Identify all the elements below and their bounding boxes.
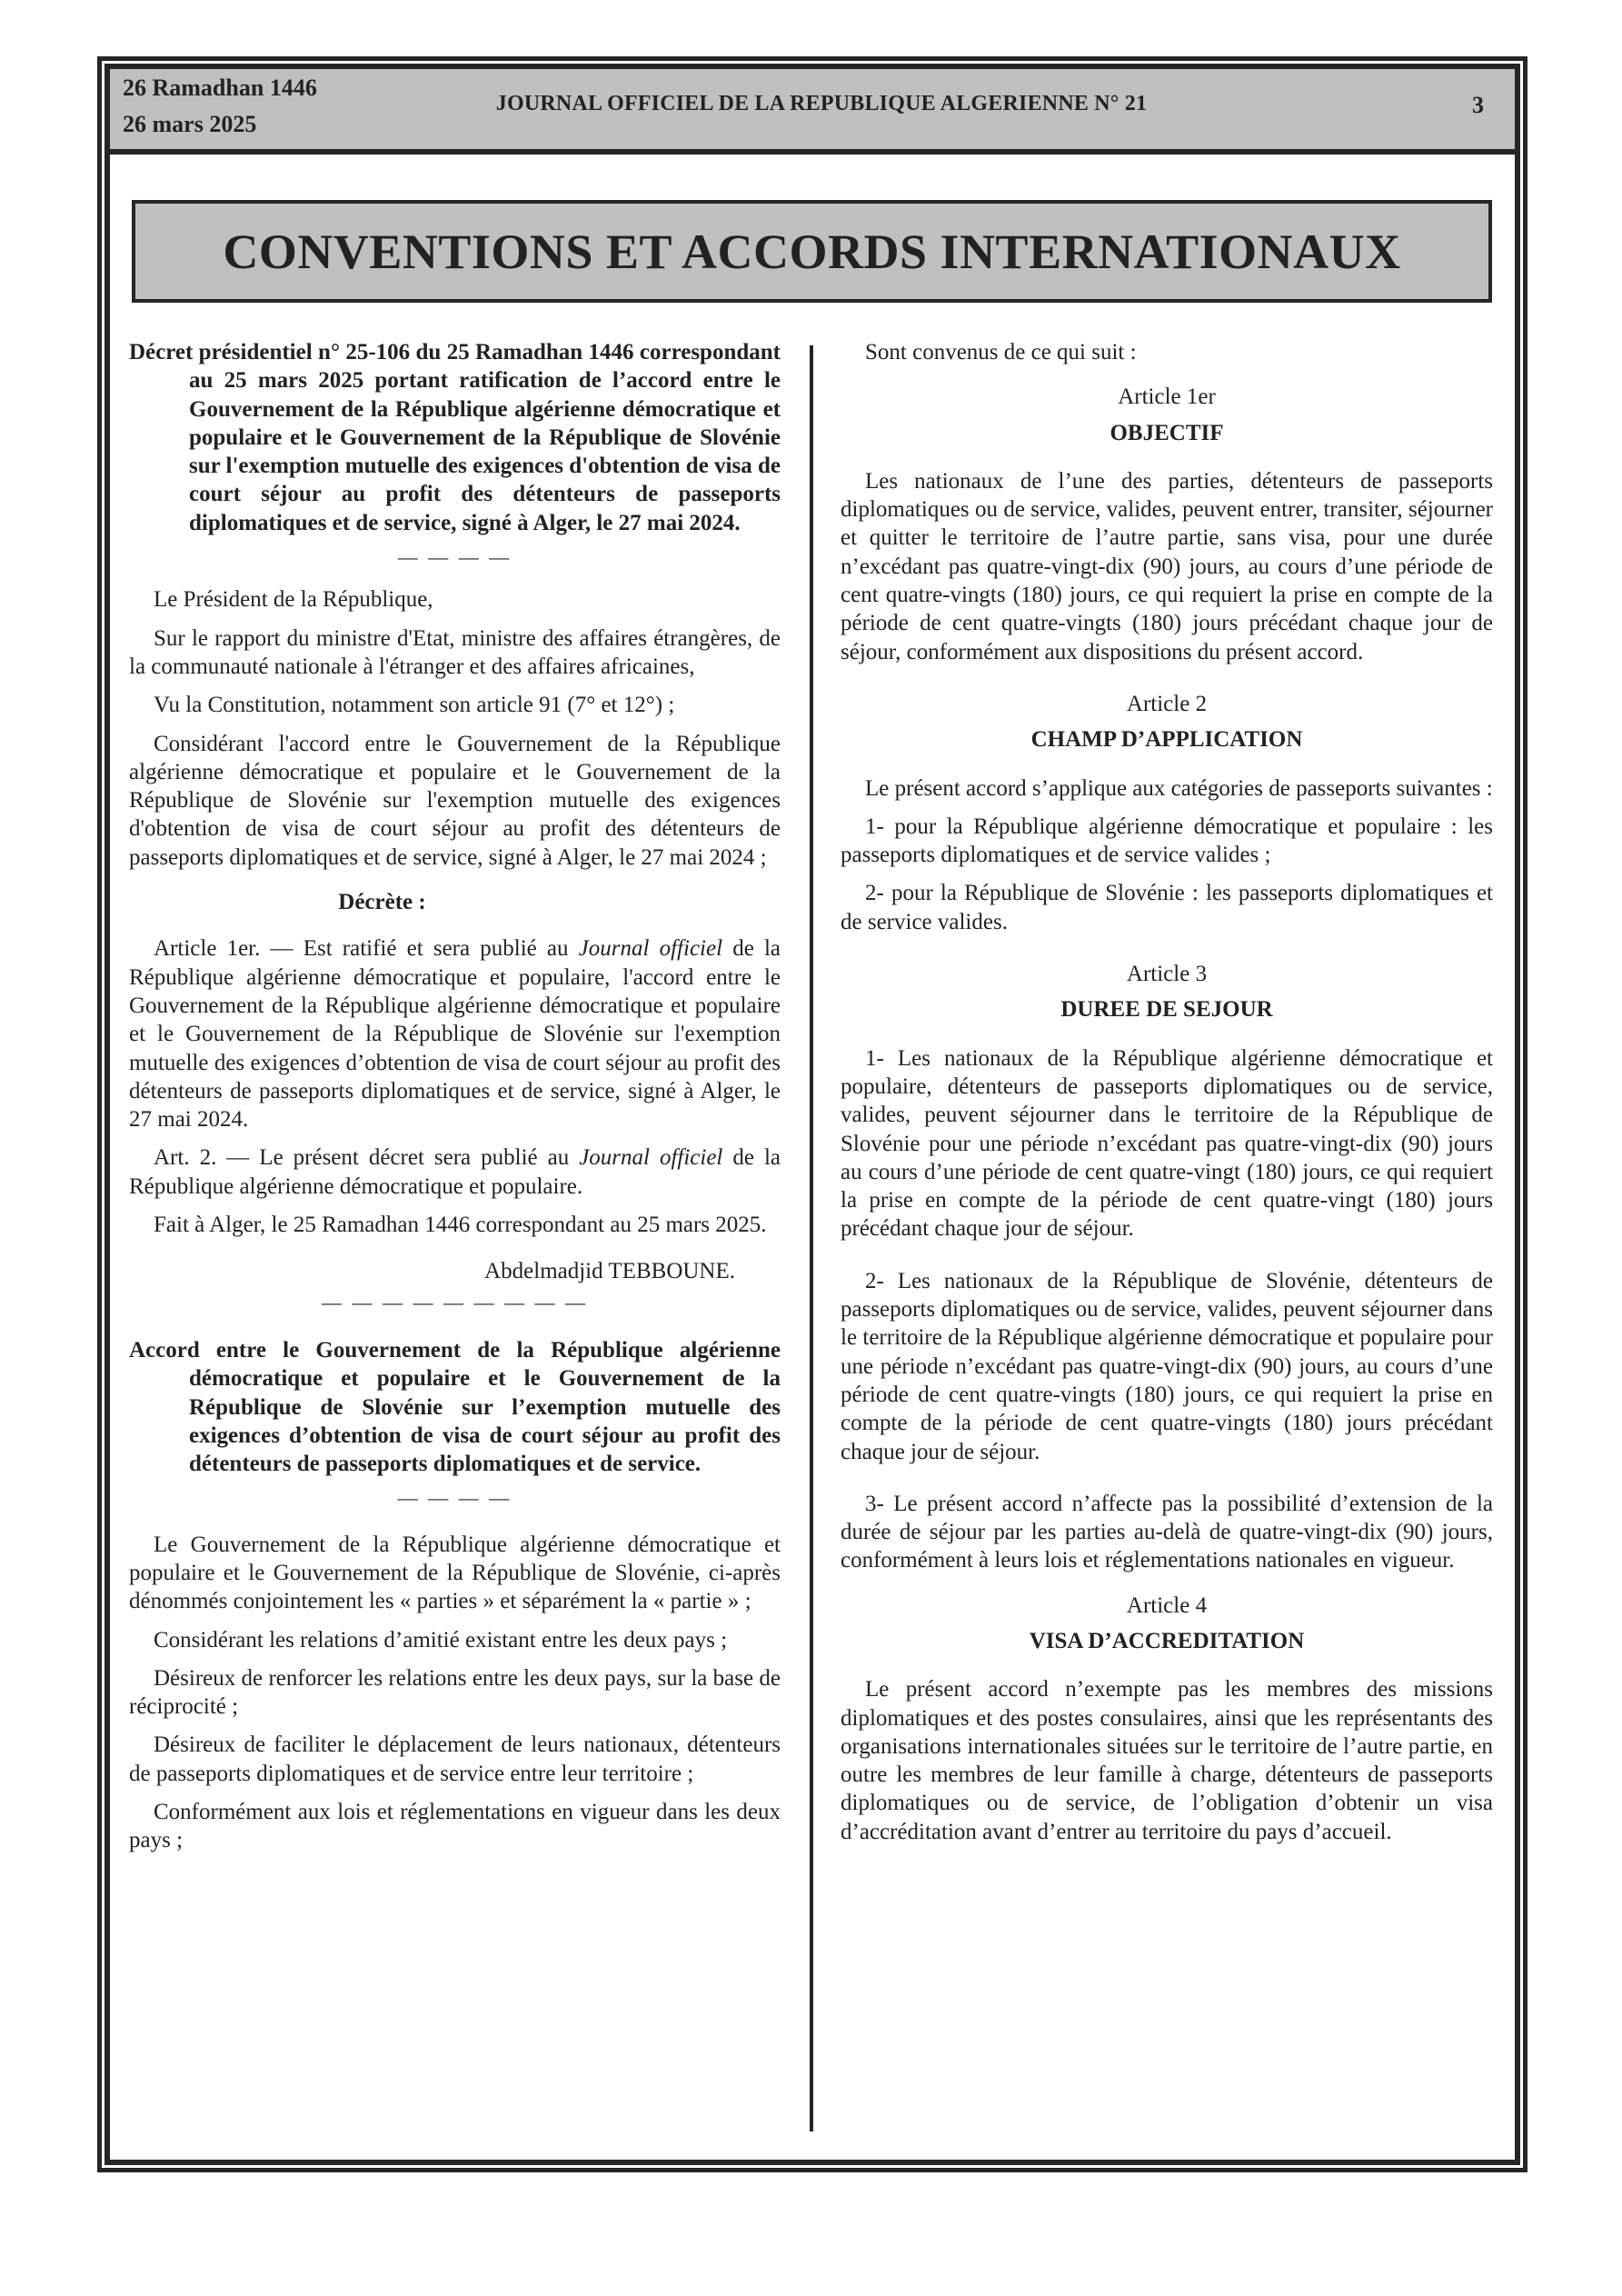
agreement-intro: Sont convenus de ce qui suit : <box>865 340 1137 364</box>
rapport-paragraph: Sur le rapport du ministre d'Etat, ministre des affaires étrangères, de la communauté nationale à l'étranger et des affaires africaines, <box>129 625 781 679</box>
section-title-box <box>132 200 1492 303</box>
considerant-paragraph: Considérant l'accord entre le Gouvernement de la République algérienne démocratique et populaire et le Gouvernement de la République de Slovénie sur l'exemption mutuelle des exigences d'obtention de visa de court séjour au profit des détenteurs de passeports diplomatiques et de service, signé à Alger, le 27 mai 2024 ; <box>129 731 781 870</box>
article-number: Article 3 <box>1126 962 1208 987</box>
article-paragraph: 2- Les nationaux de la République de Slovénie, détenteurs de passeports diplomatiques ou de service, valides, peuvent séjourner dans le territoire de la République algérienne démocratique et populaire pour une période n’excédant pas quatre-vingt-dix (90) jours, au cours d’une période de cent quatre-vingts (180) jours, ce qui requiert la prise en compte de la période de cent quatre-vingts (180) jours précédant chaque jour de séjour. <box>841 1268 1493 1464</box>
separator: — — — — <box>397 545 512 569</box>
article-paragraph: Le présent accord n’exempte pas les membres des missions diplomatiques et des postes consulaires, ainsi que les représentants des organisations internationales situées sur le territoire de l’autre partie, en outre les membres de leur famille à charge, détenteurs de passeports diplomatiques ou de service, de l’obligation d’obtenir un visa d’accréditation avant d’entrer au territoire du pays d’accueil. <box>841 1677 1493 1844</box>
fait-a-paragraph: Fait à Alger, le 25 Ramadhan 1446 correspondant au 25 mars 2025. <box>154 1213 767 1238</box>
decrete-heading: Décrète : <box>338 890 426 915</box>
article-paragraph: 1- Les nationaux de la République algérienne démocratique et populaire, détenteurs de passeports diplomatiques ou de service, valides, peuvent séjourner dans le territoire de la République de Slovénie pour une période n’excédant pas quatre-vingt-dix (90) jours au cours d’une période de cent quatre-vingt (180) jours, ce qui requiert la prise en compte de la période de cent quatre-vingt (180) jours précédant chaque jour de séjour. <box>841 1045 1493 1242</box>
journal-title: JOURNAL OFFICIEL DE LA REPUBLIQUE ALGERIENNE N° 21 <box>495 92 1148 115</box>
article-paragraph: 2- pour la République de Slovénie : les passeports diplomatiques et de service valides. <box>841 881 1493 934</box>
page-header <box>110 69 1515 155</box>
article-1-paragraph <box>129 934 781 1133</box>
page-number: 3 <box>1472 92 1484 118</box>
article-2-text-end: de la République algérienne démocratique et populaire. <box>129 1145 781 1199</box>
article-2-text: Art. 2. — Le présent décret sera publié au <box>154 1145 580 1171</box>
preamble-paragraph: Considérant les relations d’amitié existant entre les deux pays ; <box>154 1627 728 1652</box>
article-title: CHAMP D’APPLICATION <box>1030 727 1303 753</box>
article-number: Article 4 <box>1126 1592 1208 1618</box>
article-title: DUREE DE SEJOUR <box>1060 997 1273 1023</box>
separator: — — — — <box>397 1486 512 1510</box>
decree-title: Décret présidentiel n° 25-106 du 25 Ramadhan 1446 correspondant au 25 mars 2025 portant ratification de l’accord entre le Gouvernement de la République algérienne démocratique et populaire et le Gouvernement de la République de Slovénie sur l'exemption mutuelle des exigences d'obtention de visa de court séjour au profit des détenteurs de passeports diplomatiques et de service, signé à Alger, le 27 mai 2024. <box>129 340 781 535</box>
preamble-paragraph: Désireux de faciliter le déplacement de leurs nationaux, détenteurs de passeports diplomatiques et de service entre leur territoire ; <box>129 1732 781 1786</box>
article-paragraph: Les nationaux de l’une des parties, détenteurs de passeports diplomatiques ou de service, valides, peuvent entrer, transiter, séjourner et quitter le territoire de l’autre partie, sans visa, pour une durée n’excédant pas quatre-vingt-dix (90) jours, au cours d’une période de cent quatre-vingts (180) jours, ce qui requiert la prise en compte de la période de cent quatre-vingts (180) jours précédant chaque jour de séjour, conformément aux dispositions du présent accord. <box>841 468 1493 664</box>
journal-officiel-italic: Journal officiel <box>578 936 723 962</box>
article-paragraph: 1- pour la République algérienne démocratique et populaire : les passeports diplomatiques et de service valides ; <box>841 814 1493 868</box>
right-column <box>841 338 1493 1856</box>
article-title: VISA D’ACCREDITATION <box>1029 1628 1305 1653</box>
preamble-paragraph: Conformément aux lois et réglementations en vigueur dans les deux pays ; <box>129 1800 781 1853</box>
article-paragraph: 3- Le présent accord n’affecte pas la possibilité d’extension de la durée de séjour par les parties au-delà de quatre-vingt-dix (90) jours, conformément à leurs lois et réglementations nationales en vigueur. <box>841 1491 1493 1573</box>
article-1-text-end: de la République algérienne démocratique et populaire, l'accord entre le Gouvernement de la République algérienne démocratique et populaire et le Gouvernement de la République de Slovénie sur l'exemption mutuelle des exigences d’obtention de visa de court séjour au profit des détenteurs de passeports diplomatiques et de service, signé à Alger, le 27 mai 2024. <box>129 936 781 1133</box>
journal-officiel-italic: Journal officiel <box>579 1145 723 1171</box>
article-2-paragraph <box>129 1143 781 1201</box>
constitution-paragraph: Vu la Constitution, notamment son article 91 (7° et 12°) ; <box>154 693 675 718</box>
separator-long: — — — — — — — — — <box>322 1290 588 1313</box>
section-title: CONVENTIONS ET ACCORDS INTERNATIONAUX <box>223 224 1401 279</box>
article-title: OBJECTIF <box>1110 420 1224 445</box>
preamble-paragraph: Désireux de renforcer les relations entre les deux pays, sur la base de réciprocité ; <box>129 1665 781 1720</box>
president-line: Le Président de la République, <box>154 587 433 613</box>
header-date-hijri: 26 Ramadhan 1446 <box>123 75 317 101</box>
article-number: Article 2 <box>1126 691 1208 716</box>
article-1-text: Article 1er. — Est ratifié et sera publié au <box>154 936 579 962</box>
article-paragraph: Le présent accord s’applique aux catégories de passeports suivantes : <box>865 775 1493 801</box>
signature: Abdelmadjid TEBBOUNE. <box>484 1259 735 1284</box>
article-number: Article 1er <box>1118 384 1216 410</box>
preamble-paragraph: Le Gouvernement de la République algérienne démocratique et populaire et le Gouvernement de la République de Slovénie, ci-après dénommés conjointement les « parties » et séparément la « partie » ; <box>129 1532 781 1614</box>
header-date-gregorian: 26 mars 2025 <box>123 111 257 137</box>
left-column <box>129 338 781 1865</box>
column-divider <box>810 345 813 2131</box>
accord-title: Accord entre le Gouvernement de la République algérienne démocratique et populaire et le Gouvernement de la République de Slovénie sur l’exemption mutuelle des exigences d’obtention de visa de court séjour au profit des détenteurs de passeports diplomatiques et de service. <box>129 1337 781 1477</box>
